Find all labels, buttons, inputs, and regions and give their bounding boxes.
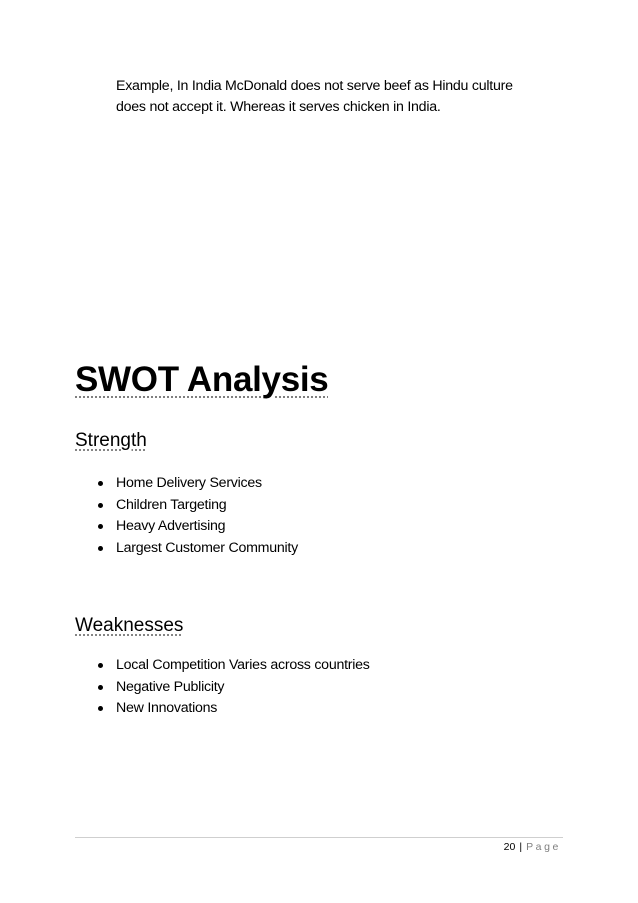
list-item: [98, 473, 298, 495]
example-paragraph: [116, 76, 576, 118]
list-item-text: Negative Publicity: [116, 678, 225, 695]
list-item: [98, 538, 298, 560]
list-item: [98, 677, 370, 699]
bullet-icon: [98, 546, 103, 551]
page-label: Page: [526, 841, 561, 853]
strength-heading: Strength: [75, 430, 147, 451]
list-item-text: Home Delivery Services: [116, 475, 262, 491]
page-footer: [504, 840, 561, 854]
bullet-icon: [98, 685, 103, 690]
bullet-icon: [98, 706, 103, 711]
list-item-text: Local Competition Varies across countries: [116, 657, 370, 673]
bullet-icon: [98, 524, 103, 529]
bullet-icon: [98, 503, 103, 508]
strength-list: [98, 473, 298, 559]
footer-separator: |: [519, 841, 523, 853]
list-item: [98, 698, 370, 720]
list-item-text: Heavy Advertising: [116, 518, 226, 534]
section-title: SWOT Analysis: [75, 360, 329, 399]
footer-divider: [75, 837, 563, 838]
list-item-text: Largest Customer Community: [116, 539, 298, 556]
weaknesses-list: [98, 655, 370, 720]
example-line-1: Example, In India McDonald does not serve beef as Hindu culture: [116, 78, 513, 94]
page-number: 20: [503, 841, 516, 853]
list-item: [98, 495, 298, 517]
list-item: [98, 516, 298, 538]
bullet-icon: [98, 481, 103, 486]
list-item-text: New Innovations: [116, 700, 218, 716]
list-item: [98, 655, 370, 677]
weaknesses-heading: Weaknesses: [75, 615, 184, 636]
example-line-2: does not accept it. Whereas it serves chicken in India.: [116, 99, 441, 115]
bullet-icon: [98, 663, 103, 668]
list-item-text: Children Targeting: [116, 496, 227, 513]
